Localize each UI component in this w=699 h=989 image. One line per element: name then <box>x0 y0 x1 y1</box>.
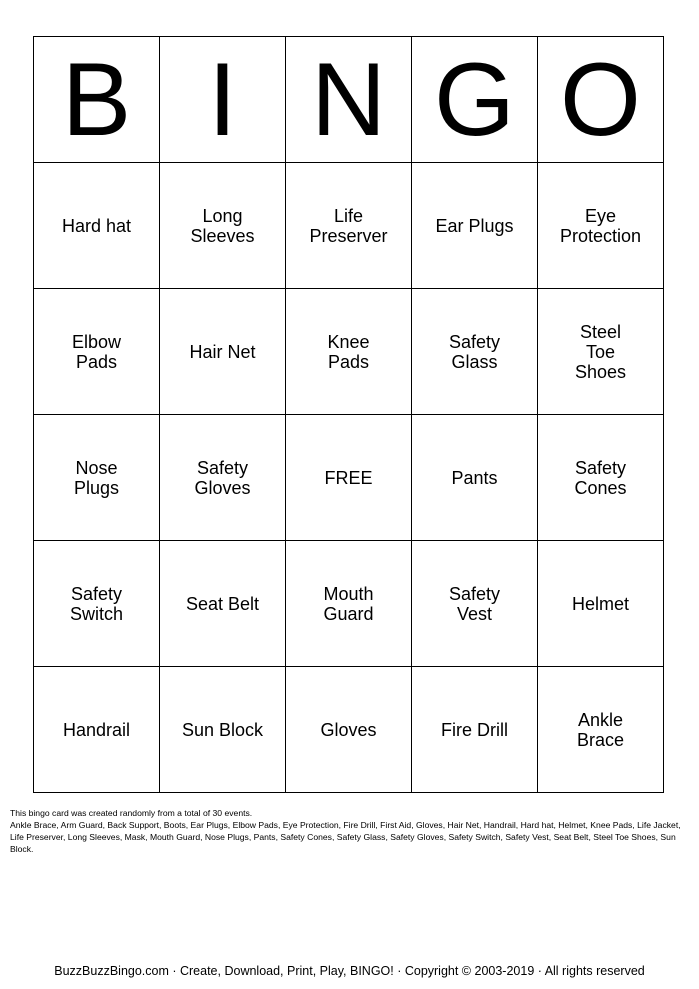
cell-label: Hard hat <box>61 215 132 236</box>
bingo-cell <box>286 289 412 415</box>
cell-label: Seat Belt <box>185 593 260 614</box>
bingo-cell <box>412 541 538 667</box>
bingo-cell <box>34 667 160 793</box>
cell-label: Mouth Guard <box>323 583 374 624</box>
card-generation-note <box>10 807 686 855</box>
cell-label: Eye Protection <box>559 205 642 246</box>
cell-label: Elbow Pads <box>71 331 122 372</box>
cell-label: Nose Plugs <box>73 457 120 498</box>
cell-label: Knee Pads <box>327 331 370 372</box>
free-space-cell <box>286 415 412 541</box>
grid-row <box>34 541 664 667</box>
bingo-cell <box>538 415 664 541</box>
bingo-cell <box>412 667 538 793</box>
bingo-cell <box>34 541 160 667</box>
bingo-card <box>33 36 664 793</box>
bingo-cell <box>538 667 664 793</box>
header-letter-b: B <box>34 37 160 163</box>
bingo-cell <box>412 289 538 415</box>
cell-label: Ankle Brace <box>576 709 625 750</box>
note-events-list: Ankle Brace, Arm Guard, Back Support, Boots, Ear Plugs, Elbow Pads, Eye Protection, Fire Drill, First Aid, Gloves, Hair Net, Handrail, Hard hat, Helmet, Knee Pads, Life Jacket, Life Preserver, Long Sleeves, Mask, Mouth Guard, Nose Plugs, Pants, Safety Cones, Safety Glass, Safety Gloves, Safety Switch, Safety Vest, Seat Belt, Steel Toe Shoes, Sun Block. <box>10 820 681 854</box>
bingo-cell <box>538 289 664 415</box>
cell-label: Gloves <box>320 719 377 740</box>
cell-label: Sun Block <box>181 719 264 740</box>
cell-label: Safety Glass <box>448 331 501 372</box>
grid-row <box>34 289 664 415</box>
bingo-cell <box>538 541 664 667</box>
header-letter-g: G <box>412 37 538 163</box>
cell-label: Long Sleeves <box>190 205 255 246</box>
bingo-cell <box>160 667 286 793</box>
bingo-cell <box>34 415 160 541</box>
grid-row <box>34 415 664 541</box>
cell-label: Handrail <box>62 719 131 740</box>
cell-label: Fire Drill <box>441 719 508 740</box>
bingo-cell <box>286 667 412 793</box>
cell-label: Ear Plugs <box>435 215 514 236</box>
bingo-cell <box>286 541 412 667</box>
bingo-cell <box>412 415 538 541</box>
cell-label: Helmet <box>571 593 629 614</box>
bingo-cell <box>160 289 286 415</box>
free-space-label: FREE <box>324 467 373 488</box>
header-letter-o: O <box>538 37 664 163</box>
cell-label: Hair Net <box>189 341 256 362</box>
bingo-cell <box>34 163 160 289</box>
bingo-cell <box>34 289 160 415</box>
header-row <box>34 37 664 163</box>
bingo-cell <box>286 163 412 289</box>
grid-row <box>34 163 664 289</box>
note-intro: This bingo card was created randomly from a total of 30 events. <box>10 808 253 818</box>
bingo-cell <box>160 541 286 667</box>
cell-label: Safety Vest <box>448 583 501 624</box>
cell-label: Steel Toe Shoes <box>574 321 627 382</box>
cell-label: Safety Gloves <box>194 457 251 498</box>
page-footer: BuzzBuzzBingo.com · Create, Download, Print, Play, BINGO! · Copyright © 2003-2019 · All rights reserved <box>54 964 645 978</box>
bingo-cell <box>538 163 664 289</box>
cell-label: Pants <box>451 467 498 488</box>
header-letter-n: N <box>286 37 412 163</box>
bingo-cell <box>160 163 286 289</box>
cell-label: Safety Cones <box>574 457 627 498</box>
bingo-cell <box>160 415 286 541</box>
header-letter-i: I <box>160 37 286 163</box>
cell-label: Safety Switch <box>69 583 123 624</box>
cell-label: Life Preserver <box>309 205 388 246</box>
bingo-cell <box>412 163 538 289</box>
grid-row <box>34 667 664 793</box>
